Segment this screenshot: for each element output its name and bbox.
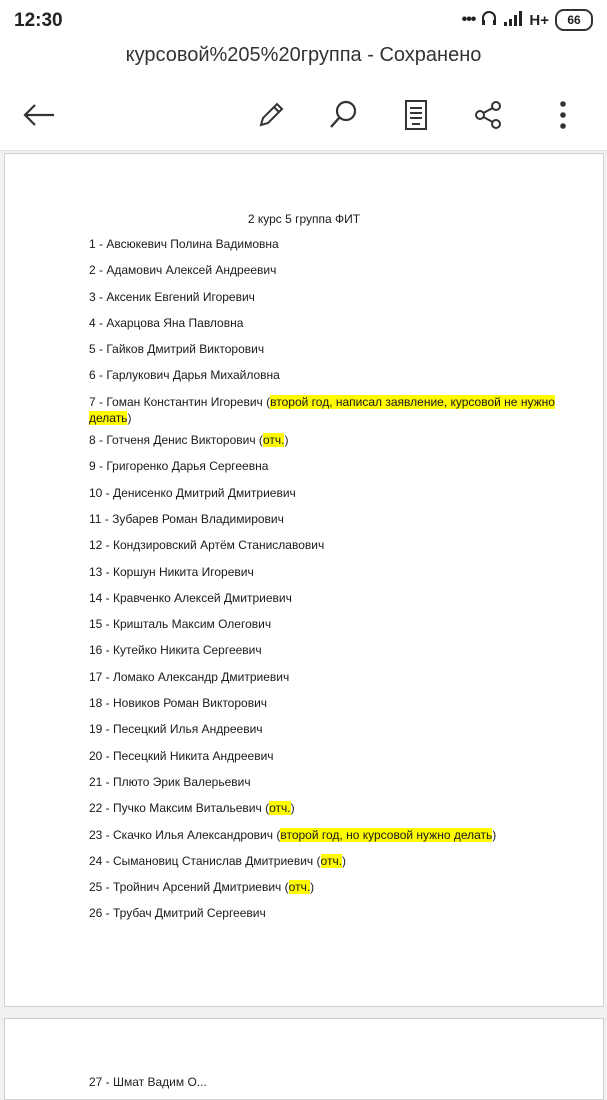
student-name: 7 - Гоман Константин Игоревич xyxy=(89,394,263,409)
student-name: 17 - Ломако Александр Дмитриевич xyxy=(89,669,290,684)
student-name: 8 - Готченя Денис Викторович xyxy=(89,433,256,448)
student-list-item xyxy=(89,774,569,790)
student-list-item xyxy=(89,511,569,527)
search-button[interactable] xyxy=(320,92,366,138)
student-list-item xyxy=(89,564,569,580)
student-list-item xyxy=(89,458,569,474)
student-name: 22 - Пучко Максим Витальевич xyxy=(89,801,262,816)
student-list-item: 25 - Тройнич Арсений Дмитриевич (отч.) xyxy=(89,880,315,895)
student-name: 16 - Кутейко Никита Сергеевич xyxy=(89,643,262,658)
student-list-item: 24 - Сымановиц Станислав Дмитриевич (отч.) xyxy=(89,853,347,868)
signal-strength-icon xyxy=(503,10,523,31)
document-title: курсовой%205%20группа - Сохранено xyxy=(125,44,482,66)
student-list-item xyxy=(89,642,569,658)
highlighted-note: отч. xyxy=(320,853,343,868)
student-list-item xyxy=(89,905,569,921)
title-bar xyxy=(0,40,607,80)
status-icons xyxy=(462,9,593,31)
toolbar xyxy=(0,80,607,151)
status-bar xyxy=(0,0,607,40)
student-name: 24 - Сымановиц Станислав Дмитриевич xyxy=(89,853,314,868)
student-name: 26 - Трубач Дмитрий Сергеевич xyxy=(89,906,266,921)
battery-icon: 66 xyxy=(555,9,593,31)
network-type: H+ xyxy=(529,11,549,29)
student-name: 25 - Тройнич Арсений Дмитриевич xyxy=(89,880,282,895)
student-list-item xyxy=(89,721,569,737)
student-name: 13 - Коршун Никита Игоревич xyxy=(89,564,254,579)
back-arrow-icon xyxy=(22,103,56,127)
student-list-item: 22 - Пучко Максим Витальевич (отч.) xyxy=(89,801,295,816)
student-list-item xyxy=(89,616,569,632)
student-list-item xyxy=(89,590,569,606)
highlighted-note: второй год, написал заявление, курсовой не нужно делать xyxy=(89,394,555,425)
student-name: 12 - Кондзировский Артём Станиславович xyxy=(89,538,325,553)
student-name: 14 - Кравченко Алексей Дмитриевич xyxy=(89,590,292,605)
student-name: 4 - Ахарцова Яна Павловна xyxy=(89,315,244,330)
student-list-item: 8 - Готченя Денис Викторович (отч.) xyxy=(89,433,289,448)
student-name: 18 - Новиков Роман Викторович xyxy=(89,696,268,711)
share-icon xyxy=(472,99,504,131)
student-list-item: 23 - Скачко Илья Александрович (второй год, но курсовой нужно делать) xyxy=(89,827,497,842)
student-list-item xyxy=(89,315,569,331)
student-list-item xyxy=(89,289,569,305)
more-options-button[interactable] xyxy=(540,92,586,138)
student-list-item xyxy=(89,236,569,252)
highlighted-note: отч. xyxy=(288,880,311,895)
highlighted-note: отч. xyxy=(262,433,285,448)
student-name: 9 - Григоренко Дарья Сергеевна xyxy=(89,459,269,474)
student-name: 21 - Плюто Эрик Валерьевич xyxy=(89,774,251,789)
document-page xyxy=(4,153,604,1007)
edit-button[interactable] xyxy=(248,92,294,138)
student-list-item xyxy=(89,748,569,764)
student-list xyxy=(89,236,569,932)
search-icon xyxy=(327,99,359,131)
student-list-item xyxy=(89,695,569,711)
student-name: 11 - Зубарев Роман Владимирович xyxy=(89,511,284,526)
student-list-item xyxy=(89,485,569,501)
student-name: 2 - Адамович Алексей Андреевич xyxy=(89,263,277,278)
notification-dots-icon: ••• xyxy=(461,11,476,28)
view-mode-button[interactable] xyxy=(393,92,439,138)
more-vert-icon xyxy=(558,99,568,131)
highlighted-note: отч. xyxy=(269,801,291,816)
student-name: 20 - Песецкий Никита Андреевич xyxy=(89,748,274,763)
student-list-item xyxy=(89,367,569,383)
next-page-text: 27 - Шмат Вадим О... xyxy=(89,1075,207,1089)
student-list-item xyxy=(89,669,569,685)
headphones-icon xyxy=(481,10,497,31)
share-button[interactable] xyxy=(465,92,511,138)
student-name: 19 - Песецкий Илья Андреевич xyxy=(89,722,263,737)
student-name: 15 - Кришталь Максим Олегович xyxy=(89,617,272,632)
document-heading: 2 курс 5 группа ФИТ xyxy=(247,212,361,226)
pencil-icon xyxy=(255,99,287,131)
document-page-2 xyxy=(4,1018,604,1100)
student-name: 3 - Аксеник Евгений Игоревич xyxy=(89,289,255,304)
student-name: 5 - Гайков Дмитрий Викторович xyxy=(89,342,265,357)
student-name: 1 - Авсюкевич Полина Вадимовна xyxy=(89,237,279,251)
status-time: 12:30 xyxy=(14,10,63,31)
highlighted-note: второй год, но курсовой нужно делать xyxy=(280,827,493,842)
student-list-item xyxy=(89,262,569,278)
back-button[interactable] xyxy=(16,92,62,138)
document-view-icon xyxy=(402,99,430,131)
student-list-item: 7 - Гоман Константин Игоревич (второй год, написал заявление, курсовой не нужно делать) xyxy=(89,394,555,425)
student-name: 10 - Денисенко Дмитрий Дмитриевич xyxy=(89,485,296,500)
student-name: 6 - Гарлукович Дарья Михайловна xyxy=(89,368,280,383)
student-list-item xyxy=(89,341,569,357)
student-name: 23 - Скачко Илья Александрович xyxy=(89,827,274,842)
student-list-item xyxy=(89,537,569,553)
